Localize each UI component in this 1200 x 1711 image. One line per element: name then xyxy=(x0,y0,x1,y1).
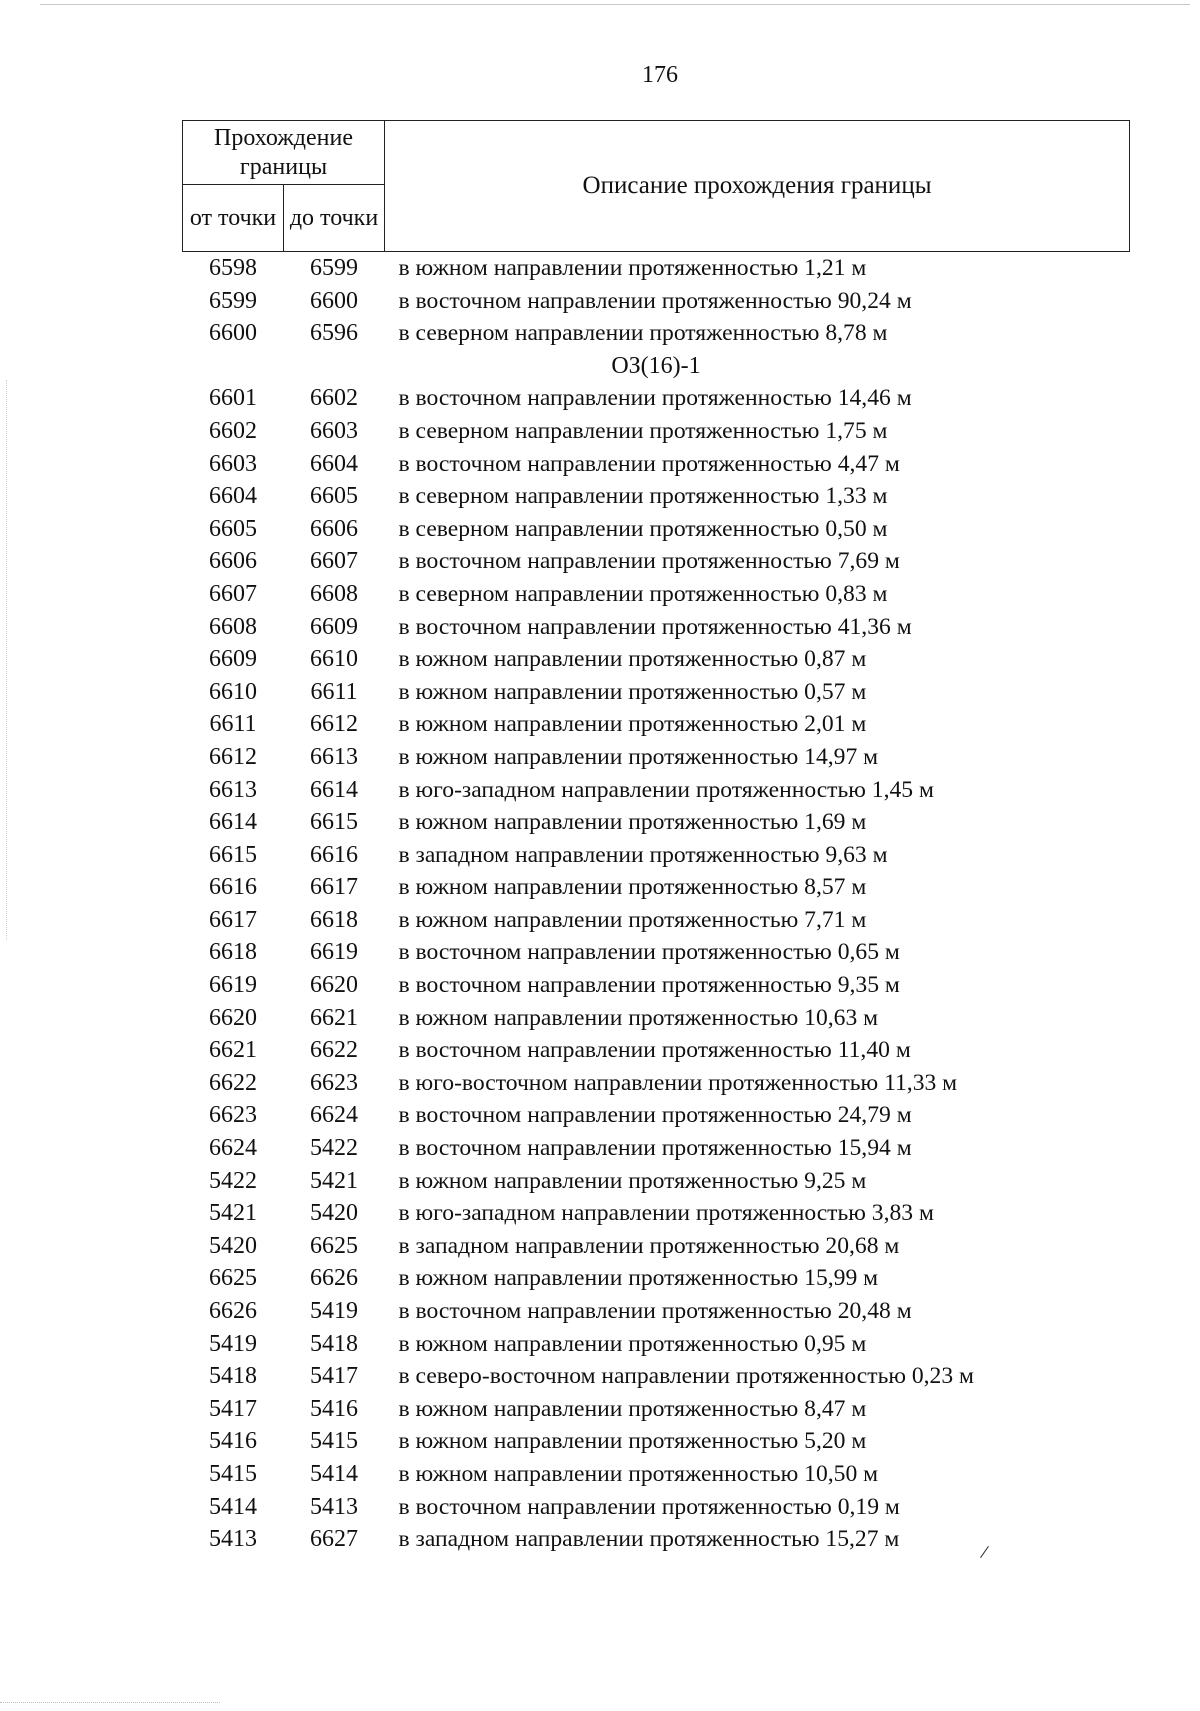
from-point-cell: 5421 xyxy=(209,1200,257,1227)
description-cell: в северном направлении протяженностью 1,75 м xyxy=(398,417,888,444)
header-to-point: до точки xyxy=(284,185,385,252)
table-row xyxy=(183,1067,1130,1100)
to-point-cell: 6625 xyxy=(310,1232,358,1259)
to-point-cell: 6627 xyxy=(310,1526,358,1553)
table-row xyxy=(183,448,1130,481)
to-point-cell: 6613 xyxy=(310,743,358,770)
from-point-cell: 6624 xyxy=(209,1135,257,1162)
from-point-cell: 5420 xyxy=(209,1232,257,1259)
table-row xyxy=(183,904,1130,937)
table-row xyxy=(183,1165,1130,1198)
from-point-cell: 6621 xyxy=(209,1037,257,1064)
description-cell: в южном направлении протяженностью 8,57 м xyxy=(398,874,867,901)
description-cell: в восточном направлении протяженностью 20,48 м xyxy=(398,1298,912,1324)
to-point-cell: 6608 xyxy=(310,580,358,607)
from-point-cell: 6620 xyxy=(209,1004,257,1031)
table-row xyxy=(183,611,1130,644)
description-cell: в юго-западном направлении протяженностью 1,45 м xyxy=(398,776,934,803)
to-point-cell: 5421 xyxy=(310,1167,358,1194)
to-point-cell: 6611 xyxy=(310,678,358,705)
description-cell: в южном направлении протяженностью 0,87 м xyxy=(398,646,867,673)
description-cell: в северном направлении протяженностью 8,78 м xyxy=(398,320,888,347)
scan-edge-bottom xyxy=(0,1702,220,1703)
table-row xyxy=(183,578,1130,611)
to-point-cell: 6616 xyxy=(310,841,358,868)
table-row xyxy=(183,285,1130,318)
from-point-cell: 6626 xyxy=(209,1298,257,1324)
description-cell: в южном направлении протяженностью 8,47 м xyxy=(398,1395,867,1422)
to-point-cell: 6606 xyxy=(310,515,358,542)
from-point-cell: 5414 xyxy=(209,1493,257,1520)
to-point-cell: 6619 xyxy=(310,939,358,966)
from-point-cell: 6619 xyxy=(209,972,257,999)
table-row xyxy=(183,1132,1130,1165)
description-cell: в южном направлении протяженностью 14,97 м xyxy=(398,743,879,770)
description-cell: в восточном направлении протяженностью 0,65 м xyxy=(398,939,900,966)
description-cell: в восточном направлении протяженностью 41,36 м xyxy=(398,613,912,640)
from-point-cell: 6615 xyxy=(209,841,257,868)
table-row xyxy=(183,676,1130,709)
to-point-cell: 6623 xyxy=(310,1069,358,1096)
from-point-cell: 5417 xyxy=(209,1395,257,1422)
table-row xyxy=(183,839,1130,872)
to-point-cell: 6617 xyxy=(310,874,358,901)
table-row xyxy=(183,252,1130,285)
table-row xyxy=(183,513,1130,546)
to-point-cell: 5413 xyxy=(310,1493,358,1520)
table-row xyxy=(183,1230,1130,1263)
to-point-cell: 6615 xyxy=(310,809,358,836)
to-point-cell: 6600 xyxy=(310,287,358,314)
header-from-point: от точки xyxy=(183,185,284,252)
description-cell: в восточном направлении протяженностью 7,69 м xyxy=(398,548,900,575)
from-point-cell: 6614 xyxy=(209,809,257,836)
to-point-cell: 6614 xyxy=(310,776,358,803)
table-row xyxy=(183,1425,1130,1458)
table-row xyxy=(183,806,1130,839)
from-point-cell: 6612 xyxy=(209,743,257,770)
table-row xyxy=(183,741,1130,774)
scan-edge-left xyxy=(6,380,7,940)
to-point-cell: 6603 xyxy=(310,417,358,444)
description-cell: в западном направлении протяженностью 9,63 м xyxy=(398,841,888,868)
description-cell: в восточном направлении протяженностью 9,35 м xyxy=(398,972,900,999)
description-cell: в восточном направлении протяженностью 15,94 м xyxy=(398,1135,912,1162)
from-point-cell: 6599 xyxy=(209,287,257,314)
description-cell: в восточном направлении протяженностью 0,19 м xyxy=(398,1493,900,1520)
from-point-cell: 6607 xyxy=(209,580,257,607)
from-point-cell: 6625 xyxy=(209,1265,257,1292)
description-cell: в южном направлении протяженностью 0,57 м xyxy=(398,678,867,705)
table-row xyxy=(183,317,1130,350)
from-point-cell: 5419 xyxy=(209,1330,257,1357)
header-description: Описание прохождения границы xyxy=(385,121,1130,252)
description-cell: в восточном направлении протяженностью 14,46 м xyxy=(398,385,912,412)
from-point-cell: 5413 xyxy=(209,1526,257,1553)
description-cell: в западном направлении протяженностью 15,27 м xyxy=(398,1526,900,1553)
table-row xyxy=(183,774,1130,807)
description-cell: в южном направлении протяженностью 1,21 м xyxy=(398,255,867,281)
description-cell: в восточном направлении протяженностью 24,79 м xyxy=(398,1102,912,1129)
from-point-cell: 6600 xyxy=(209,320,257,347)
to-point-cell: 5422 xyxy=(310,1135,358,1162)
from-point-cell: 5418 xyxy=(209,1363,257,1390)
from-point-cell: 6623 xyxy=(209,1102,257,1129)
table-row xyxy=(183,1328,1130,1361)
description-cell: в южном направлении протяженностью 0,95 м xyxy=(398,1330,867,1357)
description-cell: в южном направлении протяженностью 15,99 м xyxy=(398,1265,879,1292)
table-row xyxy=(183,1295,1130,1328)
from-point-cell: 5415 xyxy=(209,1460,257,1487)
header-boundary-passage: Прохождение границы xyxy=(183,121,385,185)
table-row xyxy=(183,1491,1130,1524)
to-point-cell: 6620 xyxy=(310,972,358,999)
table-row xyxy=(183,708,1130,741)
to-point-cell: 6624 xyxy=(310,1102,358,1129)
to-point-cell: 5414 xyxy=(310,1460,358,1487)
description-cell: в юго-западном направлении протяженностью 3,83 м xyxy=(398,1200,934,1227)
from-point-cell: 5416 xyxy=(209,1428,257,1455)
from-point-cell: 6606 xyxy=(209,548,257,575)
description-cell: в северо-восточном направлении протяженностью 0,23 м xyxy=(398,1363,974,1390)
table-row xyxy=(183,1393,1130,1426)
table-row xyxy=(183,1034,1130,1067)
description-cell: в южном направлении протяженностью 5,20 м xyxy=(398,1428,867,1455)
to-point-cell: 6612 xyxy=(310,711,358,738)
to-point-cell: 5417 xyxy=(310,1363,358,1390)
to-point-cell: 6605 xyxy=(310,483,358,510)
section-heading: ОЗ(16)-1 xyxy=(611,352,701,379)
to-point-cell: 5415 xyxy=(310,1428,358,1455)
description-cell: в северном направлении протяженностью 0,83 м xyxy=(398,580,888,607)
table-body xyxy=(183,252,1130,1556)
table-row xyxy=(183,969,1130,1002)
description-cell: в юго-восточном направлении протяженностью 11,33 м xyxy=(398,1069,958,1096)
to-point-cell: 5418 xyxy=(310,1330,358,1357)
from-point-cell: 6601 xyxy=(209,385,257,412)
from-point-cell: 6605 xyxy=(209,515,257,542)
from-point-cell: 6616 xyxy=(209,874,257,901)
table-row xyxy=(183,1197,1130,1230)
table-section-row xyxy=(183,350,1130,383)
description-cell: в северном направлении протяженностью 0,50 м xyxy=(398,515,888,542)
table-row xyxy=(183,871,1130,904)
page-number: 176 xyxy=(642,62,678,88)
table-row xyxy=(183,1262,1130,1295)
description-cell: в южном направлении протяженностью 7,71 м xyxy=(398,906,867,933)
to-point-cell: 5420 xyxy=(310,1200,358,1227)
table-row xyxy=(183,1523,1130,1556)
table-row xyxy=(183,545,1130,578)
from-point-cell: 6602 xyxy=(209,417,257,444)
to-point-cell: 6609 xyxy=(310,613,358,640)
from-point-cell: 6617 xyxy=(209,906,257,933)
to-point-cell: 6602 xyxy=(310,385,358,412)
to-point-cell: 6610 xyxy=(310,646,358,673)
to-point-cell: 6622 xyxy=(310,1037,358,1064)
description-cell: в северном направлении протяженностью 1,33 м xyxy=(398,483,888,510)
to-point-cell: 6596 xyxy=(310,320,358,347)
description-cell: в южном направлении протяженностью 1,69 м xyxy=(398,809,867,836)
to-point-cell: 6621 xyxy=(310,1004,358,1031)
boundary-table xyxy=(182,120,1130,1556)
table-row xyxy=(183,1360,1130,1393)
from-point-cell: 6604 xyxy=(209,483,257,510)
to-point-cell: 6626 xyxy=(310,1265,358,1292)
to-point-cell: 6599 xyxy=(310,255,358,281)
table-header xyxy=(183,121,1130,252)
from-point-cell: 6622 xyxy=(209,1069,257,1096)
table-row xyxy=(183,480,1130,513)
table-row xyxy=(183,936,1130,969)
from-point-cell: 6598 xyxy=(209,255,257,281)
to-point-cell: 6618 xyxy=(310,906,358,933)
description-cell: в южном направлении протяженностью 10,50 м xyxy=(398,1460,879,1487)
table-row xyxy=(183,643,1130,676)
description-cell: в южном направлении протяженностью 2,01 м xyxy=(398,711,867,738)
table-row xyxy=(183,382,1130,415)
from-point-cell: 6618 xyxy=(209,939,257,966)
description-cell: в западном направлении протяженностью 20,68 м xyxy=(398,1232,900,1259)
description-cell: в южном направлении протяженностью 9,25 м xyxy=(398,1167,867,1194)
description-cell: в восточном направлении протяженностью 4,47 м xyxy=(398,450,900,477)
from-point-cell: 6609 xyxy=(209,646,257,673)
description-cell: в восточном направлении протяженностью 90,24 м xyxy=(398,287,912,314)
table-row xyxy=(183,1002,1130,1035)
to-point-cell: 5419 xyxy=(310,1298,358,1324)
table-row xyxy=(183,1458,1130,1491)
scan-edge-top xyxy=(40,4,1190,5)
description-cell: в восточном направлении протяженностью 11,40 м xyxy=(398,1037,911,1064)
from-point-cell: 5422 xyxy=(209,1167,257,1194)
from-point-cell: 6613 xyxy=(209,776,257,803)
table-row xyxy=(183,415,1130,448)
from-point-cell: 6603 xyxy=(209,450,257,477)
from-point-cell: 6610 xyxy=(209,678,257,705)
to-point-cell: 5416 xyxy=(310,1395,358,1422)
from-point-cell: 6608 xyxy=(209,613,257,640)
to-point-cell: 6607 xyxy=(310,548,358,575)
from-point-cell: 6611 xyxy=(209,711,257,738)
table-row xyxy=(183,1099,1130,1132)
to-point-cell: 6604 xyxy=(310,450,358,477)
description-cell: в южном направлении протяженностью 10,63 м xyxy=(398,1004,879,1031)
boundary-table-container xyxy=(182,120,1129,1556)
